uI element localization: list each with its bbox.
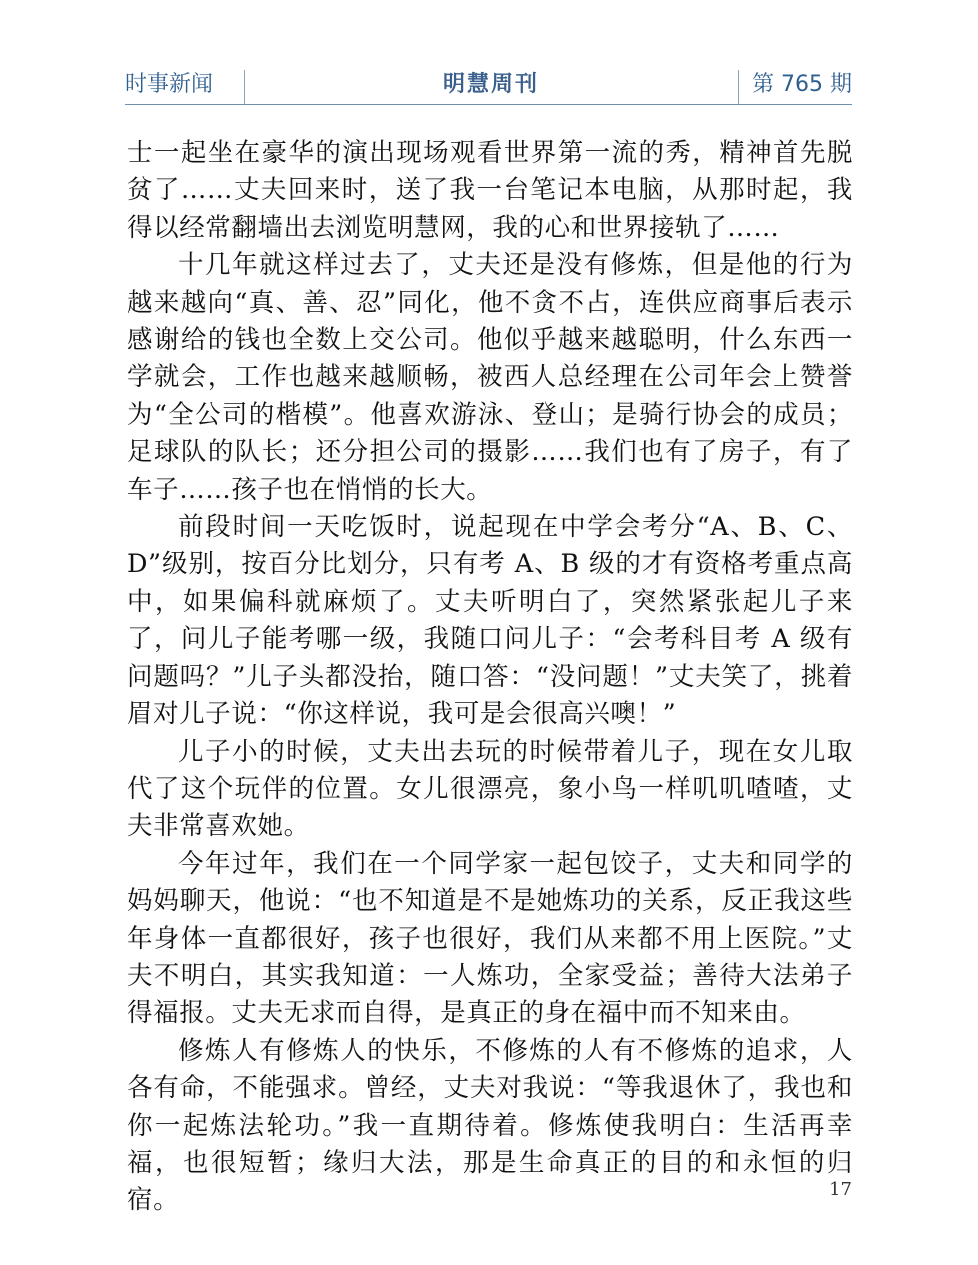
section-label: 时事新闻 [125, 72, 214, 97]
paragraph: 前段时间一天吃饭时，说起现在中学会考分“A、B、C、D”级别，按百分比划分，只有考 A、B 级的才有资格考重点高中，如果偏科就麻烦了。丈夫听明白了，突然紧张起儿子来了，问儿子能考哪一级，我随口问儿子：“会考科目考 A 级有问题吗？”儿子头都没抬，随口答：“没问题！”丈夫笑了，挑着眉对儿子说：“你这样说，我可是会很高兴噢！” [127, 512, 853, 730]
page-header [125, 70, 852, 104]
paragraph: 儿子小的时候，丈夫出去玩的时候带着儿子，现在女儿取代了这个玩伴的位置。女儿很漂亮，象小鸟一样叽叽喳喳，丈夫非常喜欢她。 [127, 736, 853, 842]
issue-number: 第 765 期 [752, 72, 852, 97]
header-rule [125, 104, 852, 105]
paragraph: 十几年就这样过去了，丈夫还是没有修炼，但是他的行为越来越向“真、善、忍”同化，他不贪不占，连供应商事后表示感谢给的钱也全数上交公司。他似乎越来越聪明，什么东西一学就会，工作也越来越顺畅，被西人总经理在公司年会上赞誉为“全公司的楷模”。他喜欢游泳、登山；是骑行协会的成员；足球队的队长；还分担公司的摄影……我们也有了房子，有了车子……孩子也在悄悄的长大。 [127, 250, 853, 505]
publication-title: 明慧周刊 [442, 72, 539, 97]
paragraph: 修炼人有修炼人的快乐，不修炼的人有不修炼的追求，人各有命，不能强求。曾经，丈夫对我说：“等我退休了，我也和你一起炼法轮功。”我一直期待着。修炼使我明白：生活再幸福，也很短暂；缘归大法，那是生命真正的目的和永恒的归宿。 [127, 1035, 853, 1216]
paragraph-continued: 士一起坐在豪华的演出现场观看世界第一流的秀，精神首先脱贫了……丈夫回来时，送了我一台笔记本电脑，从那时起，我得以经常翻墙出去浏览明慧网，我的心和世界接轨了…… [127, 138, 853, 243]
paragraph: 今年过年，我们在一个同学家一起包饺子，丈夫和同学的妈妈聊天，他说：“也不知道是不是她炼功的关系，反正我这些年身体一直都很好，孩子也很好，我们从来都不用上医院。”丈夫不明白，其实我知道：一人炼功，全家受益；善待大法弟子得福报。丈夫无求而自得，是真正的身在福中而不知来由。 [127, 848, 853, 1029]
page-number: 17 [829, 1179, 852, 1200]
article-body [127, 135, 853, 1220]
